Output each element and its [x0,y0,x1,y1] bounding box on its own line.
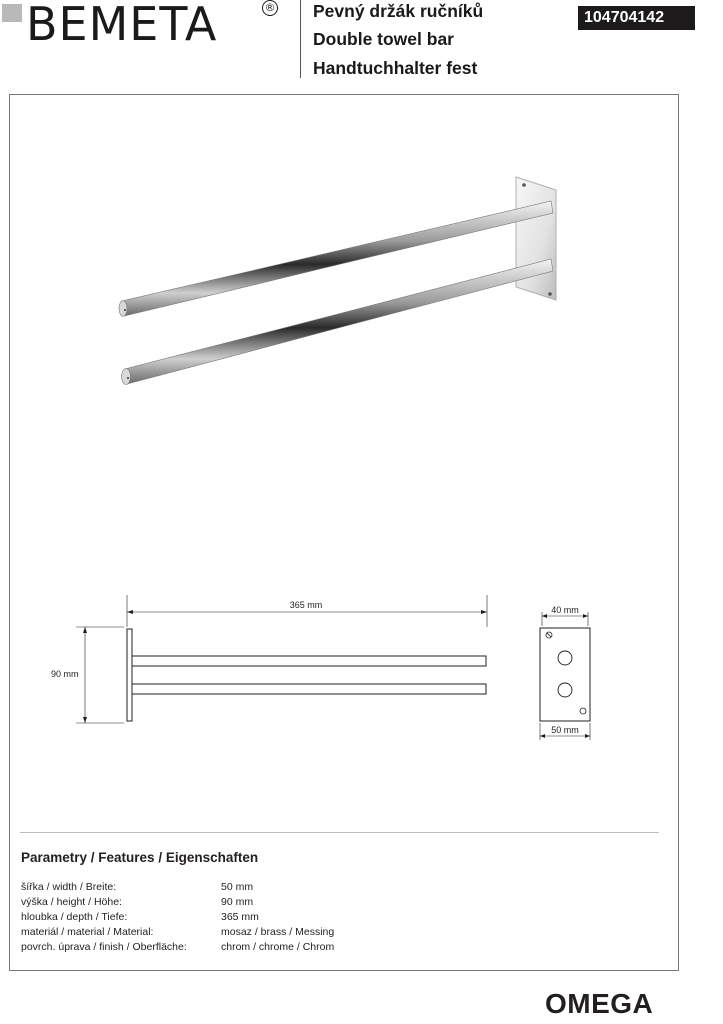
lower-rod [122,259,554,385]
height-label: 90 mm [51,669,79,679]
side-lower-bar [132,684,486,694]
spec-label-width: šířka / width / Breite: [21,881,117,893]
rod-hole-upper [558,651,572,665]
spec-value-depth: 365 mm [221,911,259,923]
section-separator [20,832,659,833]
front-plate [540,628,590,721]
parameters-title: Parametry / Features / Eigenschaften [21,850,259,865]
brand-logo: BEMETA [26,0,218,51]
side-plate [127,629,132,721]
spec-label-material: materiál / material / Material: [21,926,154,938]
rod-hole-lower [558,683,572,697]
side-upper-bar [132,656,486,666]
spec-value-material: mosaz / brass / Messing [221,926,335,938]
plate-depth-label: 40 mm [551,605,579,615]
product-photo [100,170,570,400]
length-label: 365 mm [289,600,323,610]
logo-square [2,4,22,22]
spec-label-finish: povrch. úprava / finish / Oberfläche: [21,941,187,953]
title-divider [300,0,301,78]
screw-hole-bottom [580,708,586,714]
registered-mark: ® [262,0,278,16]
spec-label-depth: hloubka / depth / Tiefe: [21,911,128,923]
title-czech: Pevný držák ručníků [313,1,484,21]
spec-value-height: 90 mm [221,896,254,908]
technical-drawing [40,590,610,750]
upper-rod [119,201,553,316]
spec-value-finish: chrom / chrome / Chrom [221,941,335,953]
wall-plate [516,177,556,300]
spec-label-height: výška / height / Höhe: [21,896,122,908]
product-code-badge: 104704142 [578,6,695,30]
spec-value-width: 50 mm [221,881,254,893]
title-german: Handtuchhalter fest [313,58,478,78]
title-english: Double towel bar [313,29,454,49]
series-name: OMEGA [545,988,654,1019]
plate-width-label: 50 mm [551,725,579,735]
